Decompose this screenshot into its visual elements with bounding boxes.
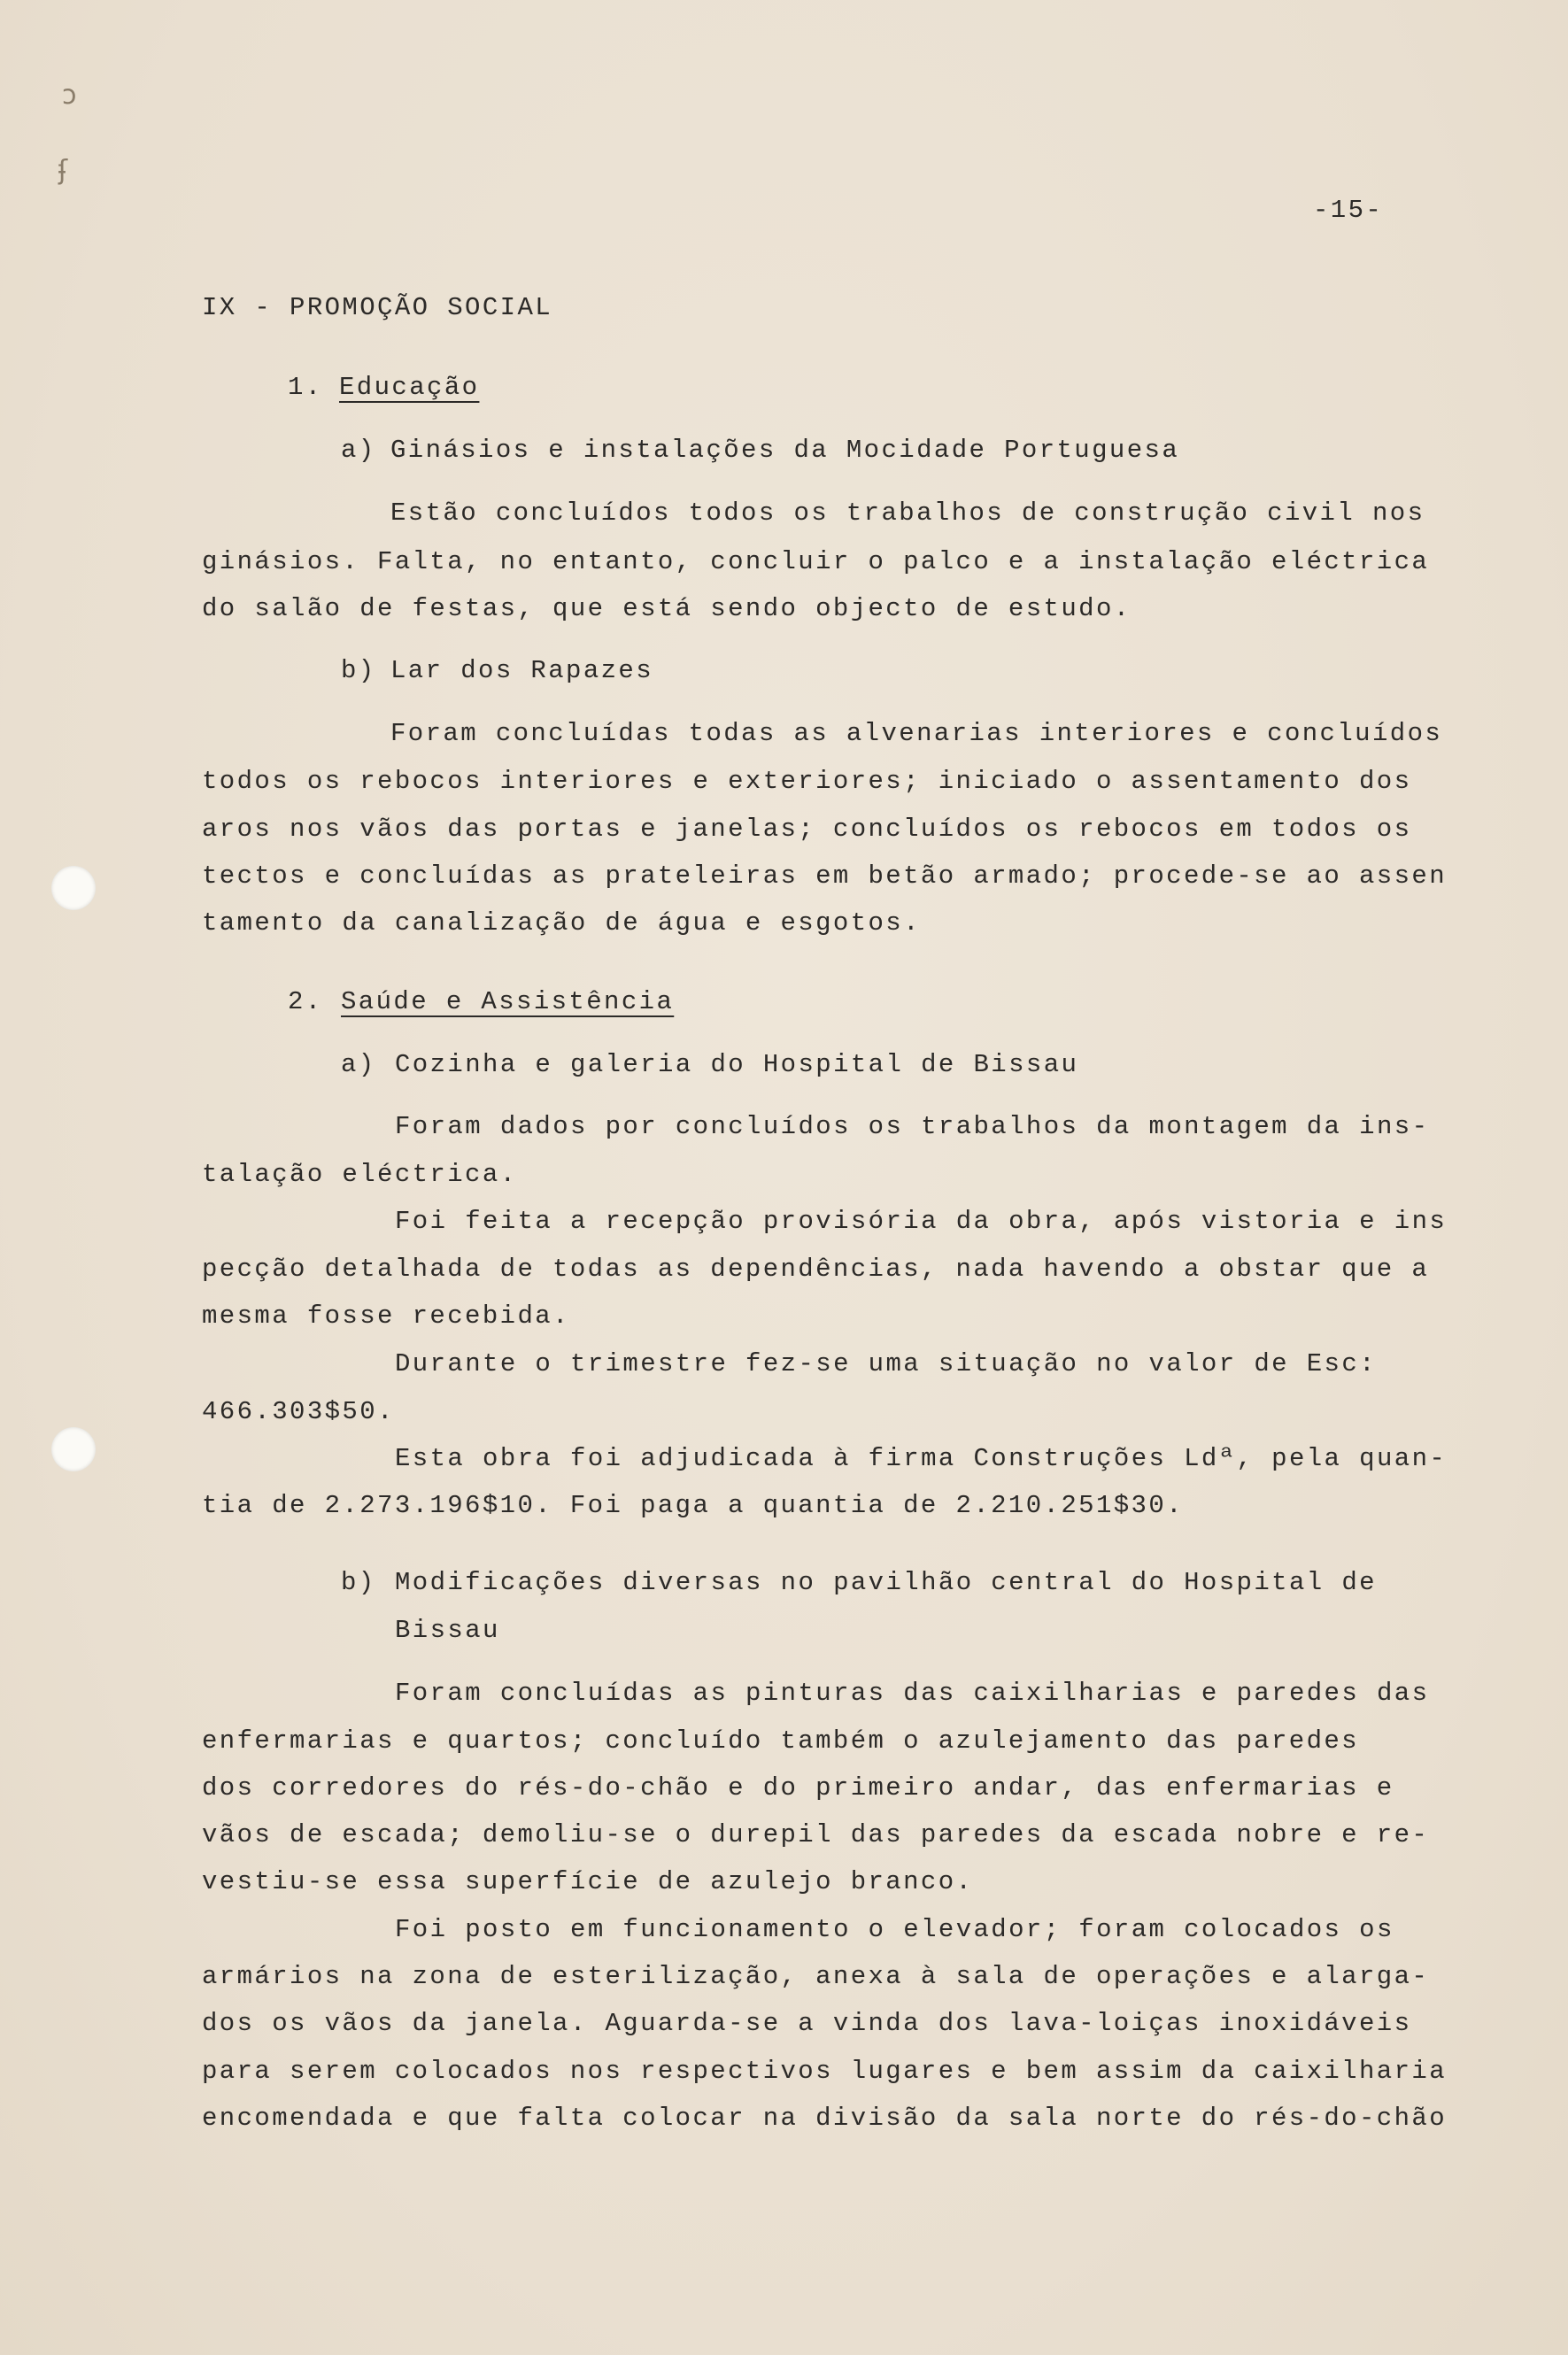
paragraph-line: 466.303$50.	[202, 1397, 395, 1426]
paragraph-line: Foi feita a recepção provisória da obra, após vistoria e ins	[395, 1207, 1448, 1236]
item-label: a)	[341, 436, 376, 465]
punch-hole-bottom	[51, 1427, 96, 1471]
pencil-mark-icon: ↄ	[62, 80, 77, 111]
paragraph-line: Durante o trimestre fez-se uma situação no valor de Esc:	[395, 1349, 1377, 1378]
item-title: Cozinha e galeria do Hospital de Bissau	[395, 1050, 1079, 1079]
paragraph-line: Estão concluídos todos os trabalhos de construção civil nos	[390, 498, 1425, 528]
paragraph-line: mesma fosse recebida.	[202, 1301, 570, 1331]
section-number: 2.	[288, 987, 323, 1016]
paragraph-line: do salão de festas, que está sendo objecto de estudo.	[202, 594, 1132, 623]
item-title: Lar dos Rapazes	[390, 656, 654, 685]
paragraph-line: Esta obra foi adjudicada à firma Construções Ldª, pela quan-	[395, 1444, 1448, 1473]
paragraph-line: Foram concluídas as pinturas das caixilharias e paredes das	[395, 1679, 1430, 1708]
paragraph-line: talação eléctrica.	[202, 1160, 518, 1189]
paragraph-line: para serem colocados nos respectivos lugares e bem assim da caixilharia	[202, 2057, 1448, 2086]
paragraph-line: Foram concluídas todas as alvenarias interiores e concluídos	[390, 719, 1443, 748]
paragraph-line: aros nos vãos das portas e janelas; concluídos os rebocos em todos os	[202, 815, 1412, 844]
pencil-mark-icon: ʄ	[58, 155, 68, 186]
paragraph-line: vestiu-se essa superfície de azulejo branco.	[202, 1867, 974, 1896]
punch-hole-top	[51, 866, 96, 910]
page-number: -15-	[1313, 196, 1384, 225]
paragraph-line: encomendada e que falta colocar na divisão da sala norte do rés-do-chão	[202, 2104, 1448, 2133]
section-title: Educação	[339, 373, 480, 402]
paragraph-line: vãos de escada; demoliu-se o durepil das paredes da escada nobre e re-	[202, 1820, 1430, 1849]
section-title: Saúde e Assistência	[341, 987, 675, 1016]
paragraph-line: dos os vãos da janela. Aguarda-se a vinda dos lava-loiças inoxidáveis	[202, 2009, 1412, 2038]
item-title: Bissau	[395, 1616, 500, 1645]
item-title: Modificações diversas no pavilhão central do Hospital de	[395, 1568, 1377, 1597]
paragraph-line: tectos e concluídas as prateleiras em betão armado; procede-se ao assen	[202, 861, 1448, 891]
paragraph-line: todos os rebocos interiores e exteriores; iniciado o assentamento dos	[202, 767, 1412, 796]
section-heading: IX - PROMOÇÃO SOCIAL	[202, 293, 553, 322]
paragraph-line: ginásios. Falta, no entanto, concluir o palco e a instalação eléctrica	[202, 547, 1430, 576]
section-number: 1.	[288, 373, 323, 402]
paragraph-line: dos corredores do rés-do-chão e do primeiro andar, das enfermarias e	[202, 1773, 1394, 1803]
item-label: b)	[341, 656, 376, 685]
paragraph-line: Foram dados por concluídos os trabalhos da montagem da ins-	[395, 1112, 1430, 1141]
paragraph-line: armários na zona de esterilização, anexa à sala de operações e alarga-	[202, 1962, 1430, 1991]
paragraph-line: tia de 2.273.196$10. Foi paga a quantia de 2.210.251$30.	[202, 1491, 1184, 1520]
paragraph-line: tamento da canalização de água e esgotos.	[202, 908, 921, 938]
item-label: b)	[341, 1568, 376, 1597]
paragraph-line: Foi posto em funcionamento o elevador; foram colocados os	[395, 1915, 1394, 1944]
item-title: Ginásios e instalações da Mocidade Portuguesa	[390, 436, 1180, 465]
item-label: a)	[341, 1050, 376, 1079]
paragraph-line: pecção detalhada de todas as dependências, nada havendo a obstar que a	[202, 1255, 1430, 1284]
paragraph-line: enfermarias e quartos; concluído também o azulejamento das paredes	[202, 1726, 1359, 1756]
